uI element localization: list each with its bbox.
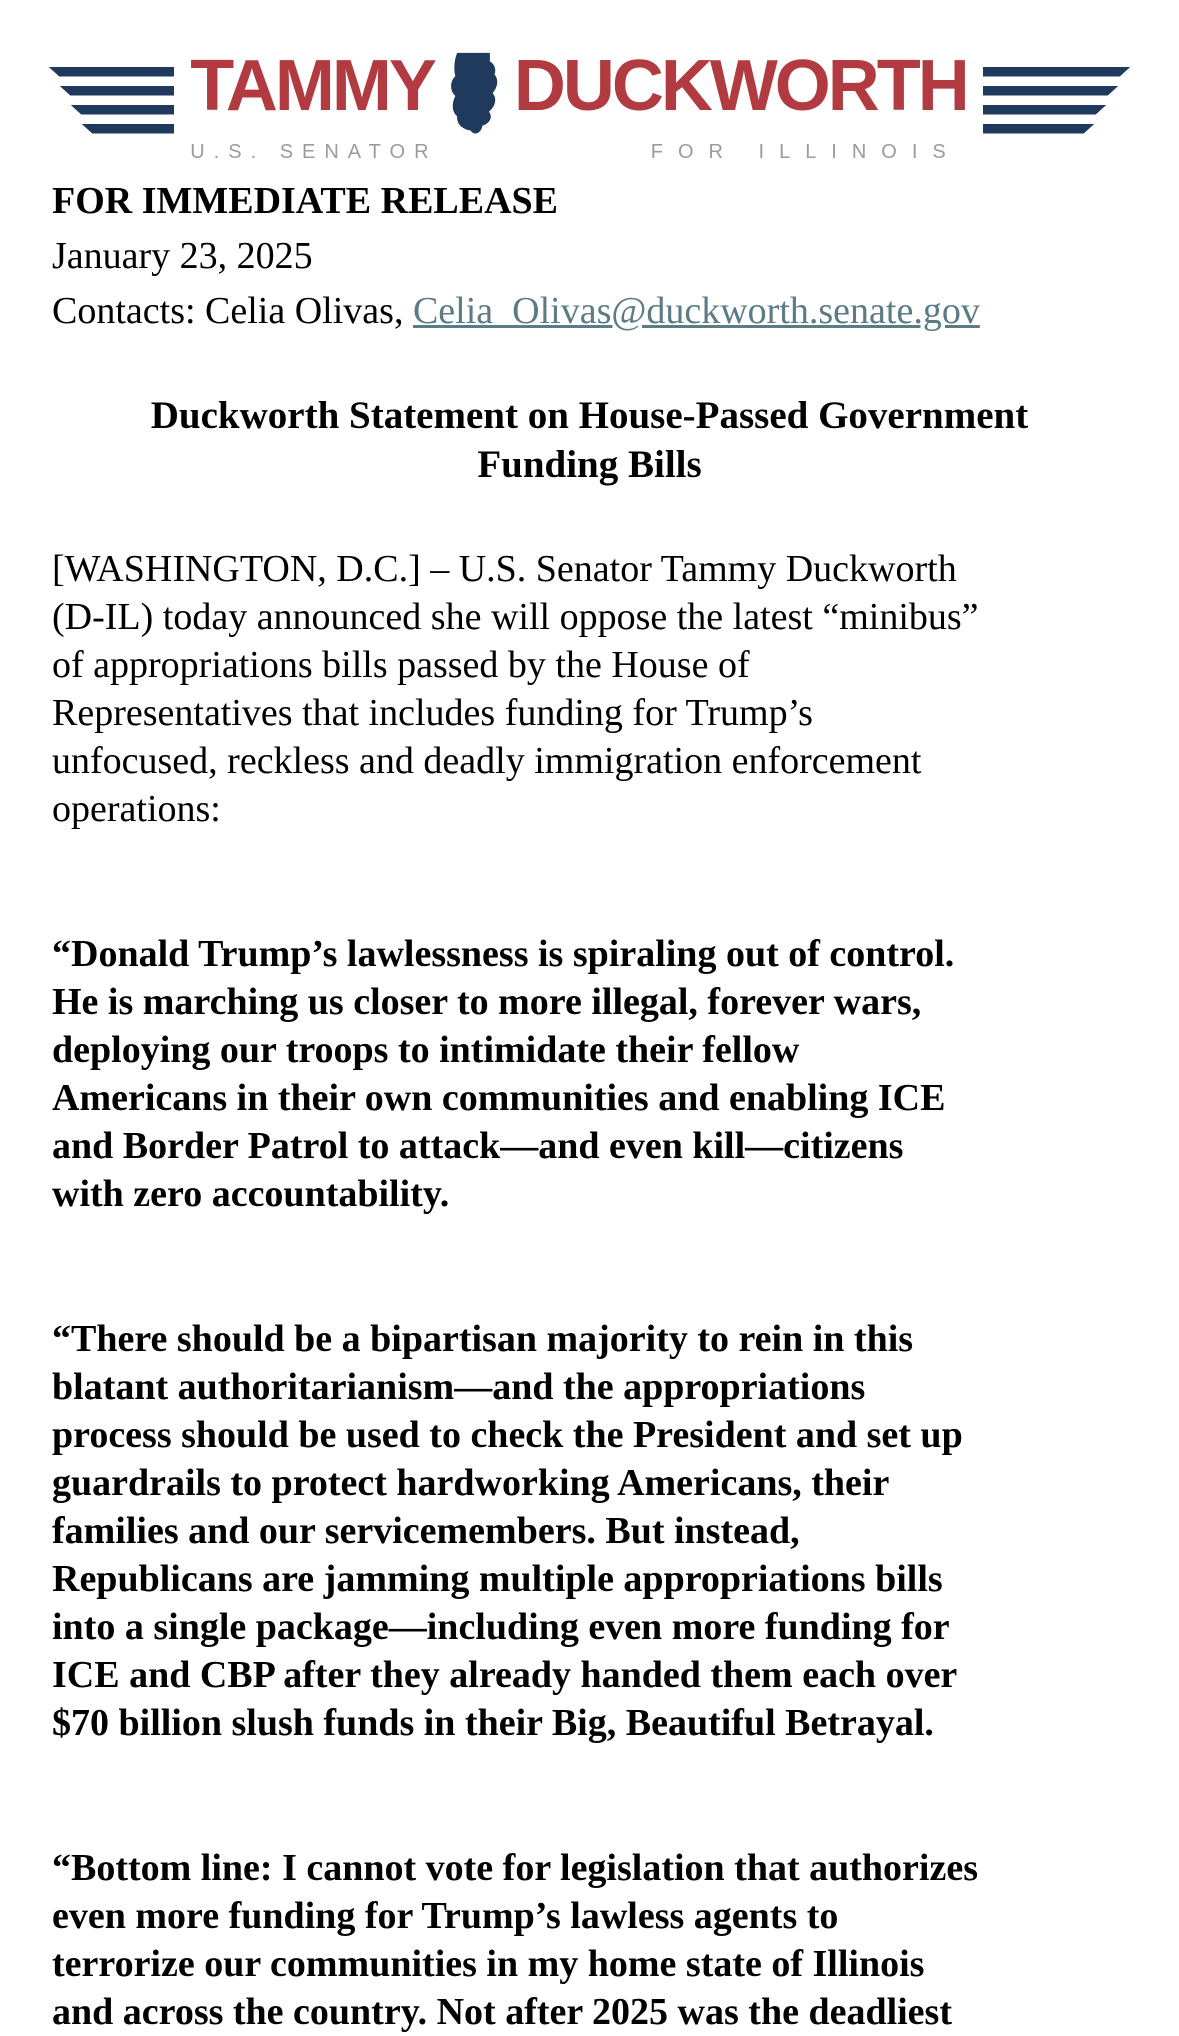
text-line: “Donald Trump’s lawlessness is spiraling out of control. [52, 933, 955, 975]
text-line: and Border Patrol to attack—and even kill—citizens [52, 1125, 904, 1167]
text-line: process should be used to check the President and set up [52, 1414, 963, 1456]
logo-stripes-right-icon [983, 67, 1131, 134]
release-date: January 23, 2025 [52, 235, 313, 277]
logo-subtitle-right: FOR ILLINOIS [650, 141, 961, 163]
text-line: He is marching us closer to more illegal, forever wars, [52, 981, 922, 1023]
text-line: Republicans are jamming multiple appropriations bills [52, 1558, 943, 1600]
logo-stripes-left-icon [48, 67, 174, 134]
logo-names [190, 36, 967, 136]
stripe-icon [983, 67, 1131, 77]
paragraph-quote-1 [52, 930, 1127, 1218]
text-line: operations: [52, 788, 221, 830]
text-line: “There should be a bipartisan majority to rein in this [52, 1318, 914, 1360]
duckworth-logo [52, 36, 1127, 164]
text-line: even more funding for Trump’s lawless agents to [52, 1895, 839, 1937]
text-line: deploying our troops to intimidate their fellow [52, 1029, 800, 1071]
paragraph-quote-3 [52, 1844, 1127, 2036]
stripe-icon [983, 86, 1119, 96]
stripe-icon [983, 105, 1107, 115]
logo-subtitles [190, 141, 967, 164]
text-line: guardrails to protect hardworking Americans, their [52, 1462, 890, 1504]
illinois-silhouette-icon [446, 52, 502, 136]
body-copy [52, 545, 1127, 2036]
text-line: $70 billion slush funds in their Big, Beautiful Betrayal. [52, 1702, 934, 1744]
text-line: of appropriations bills passed by the House of [52, 644, 750, 686]
logo-subtitle-left: U.S. SENATOR [190, 141, 438, 163]
release-label: FOR IMMEDIATE RELEASE [52, 180, 559, 222]
text-line: into a single package—including even more funding for [52, 1606, 950, 1648]
text-line: Representatives that includes funding for Trump’s [52, 692, 813, 734]
text-line: families and our servicemembers. But instead, [52, 1510, 800, 1552]
text-line: [WASHINGTON, D.C.] – U.S. Senator Tammy Duckworth [52, 548, 957, 590]
text-line: Americans in their own communities and enabling ICE [52, 1077, 946, 1119]
text-line: (D-IL) today announced she will oppose the latest “minibus” [52, 596, 979, 638]
text-line: blatant authoritarianism—and the appropriations [52, 1366, 866, 1408]
headline [52, 391, 1127, 489]
contact-email-link[interactable]: Celia_Olivas@duckworth.senate.gov [412, 290, 980, 332]
text-line: with zero accountability. [52, 1173, 450, 1215]
release-contacts [52, 284, 1127, 339]
stripe-icon [70, 105, 174, 115]
release-meta [52, 174, 1127, 339]
paragraph-dateline [52, 545, 1127, 833]
logo-center [190, 36, 967, 164]
logo-last-name: DUCKWORTH [513, 46, 967, 126]
text-line: “Bottom line: I cannot vote for legislation that authorizes [52, 1847, 978, 1889]
stripe-icon [59, 86, 174, 96]
text-line: and across the country. Not after 2025 was the deadliest [52, 1991, 952, 2033]
contacts-prefix: Contacts: Celia Olivas, [52, 290, 413, 332]
text-line: terrorize our communities in my home state of Illinois [52, 1943, 925, 1985]
text-line: ICE and CBP after they already handed them each over [52, 1654, 958, 1696]
text-line: Duckworth Statement on House-Passed Government [150, 394, 1029, 437]
stripe-icon [48, 67, 174, 77]
stripe-icon [983, 124, 1095, 134]
text-line: Funding Bills [477, 443, 702, 486]
text-line: unfocused, reckless and deadly immigration enforcement [52, 740, 922, 782]
paragraph-quote-2 [52, 1315, 1127, 1747]
logo-first-name: TAMMY [190, 46, 434, 126]
stripe-icon [81, 124, 174, 134]
